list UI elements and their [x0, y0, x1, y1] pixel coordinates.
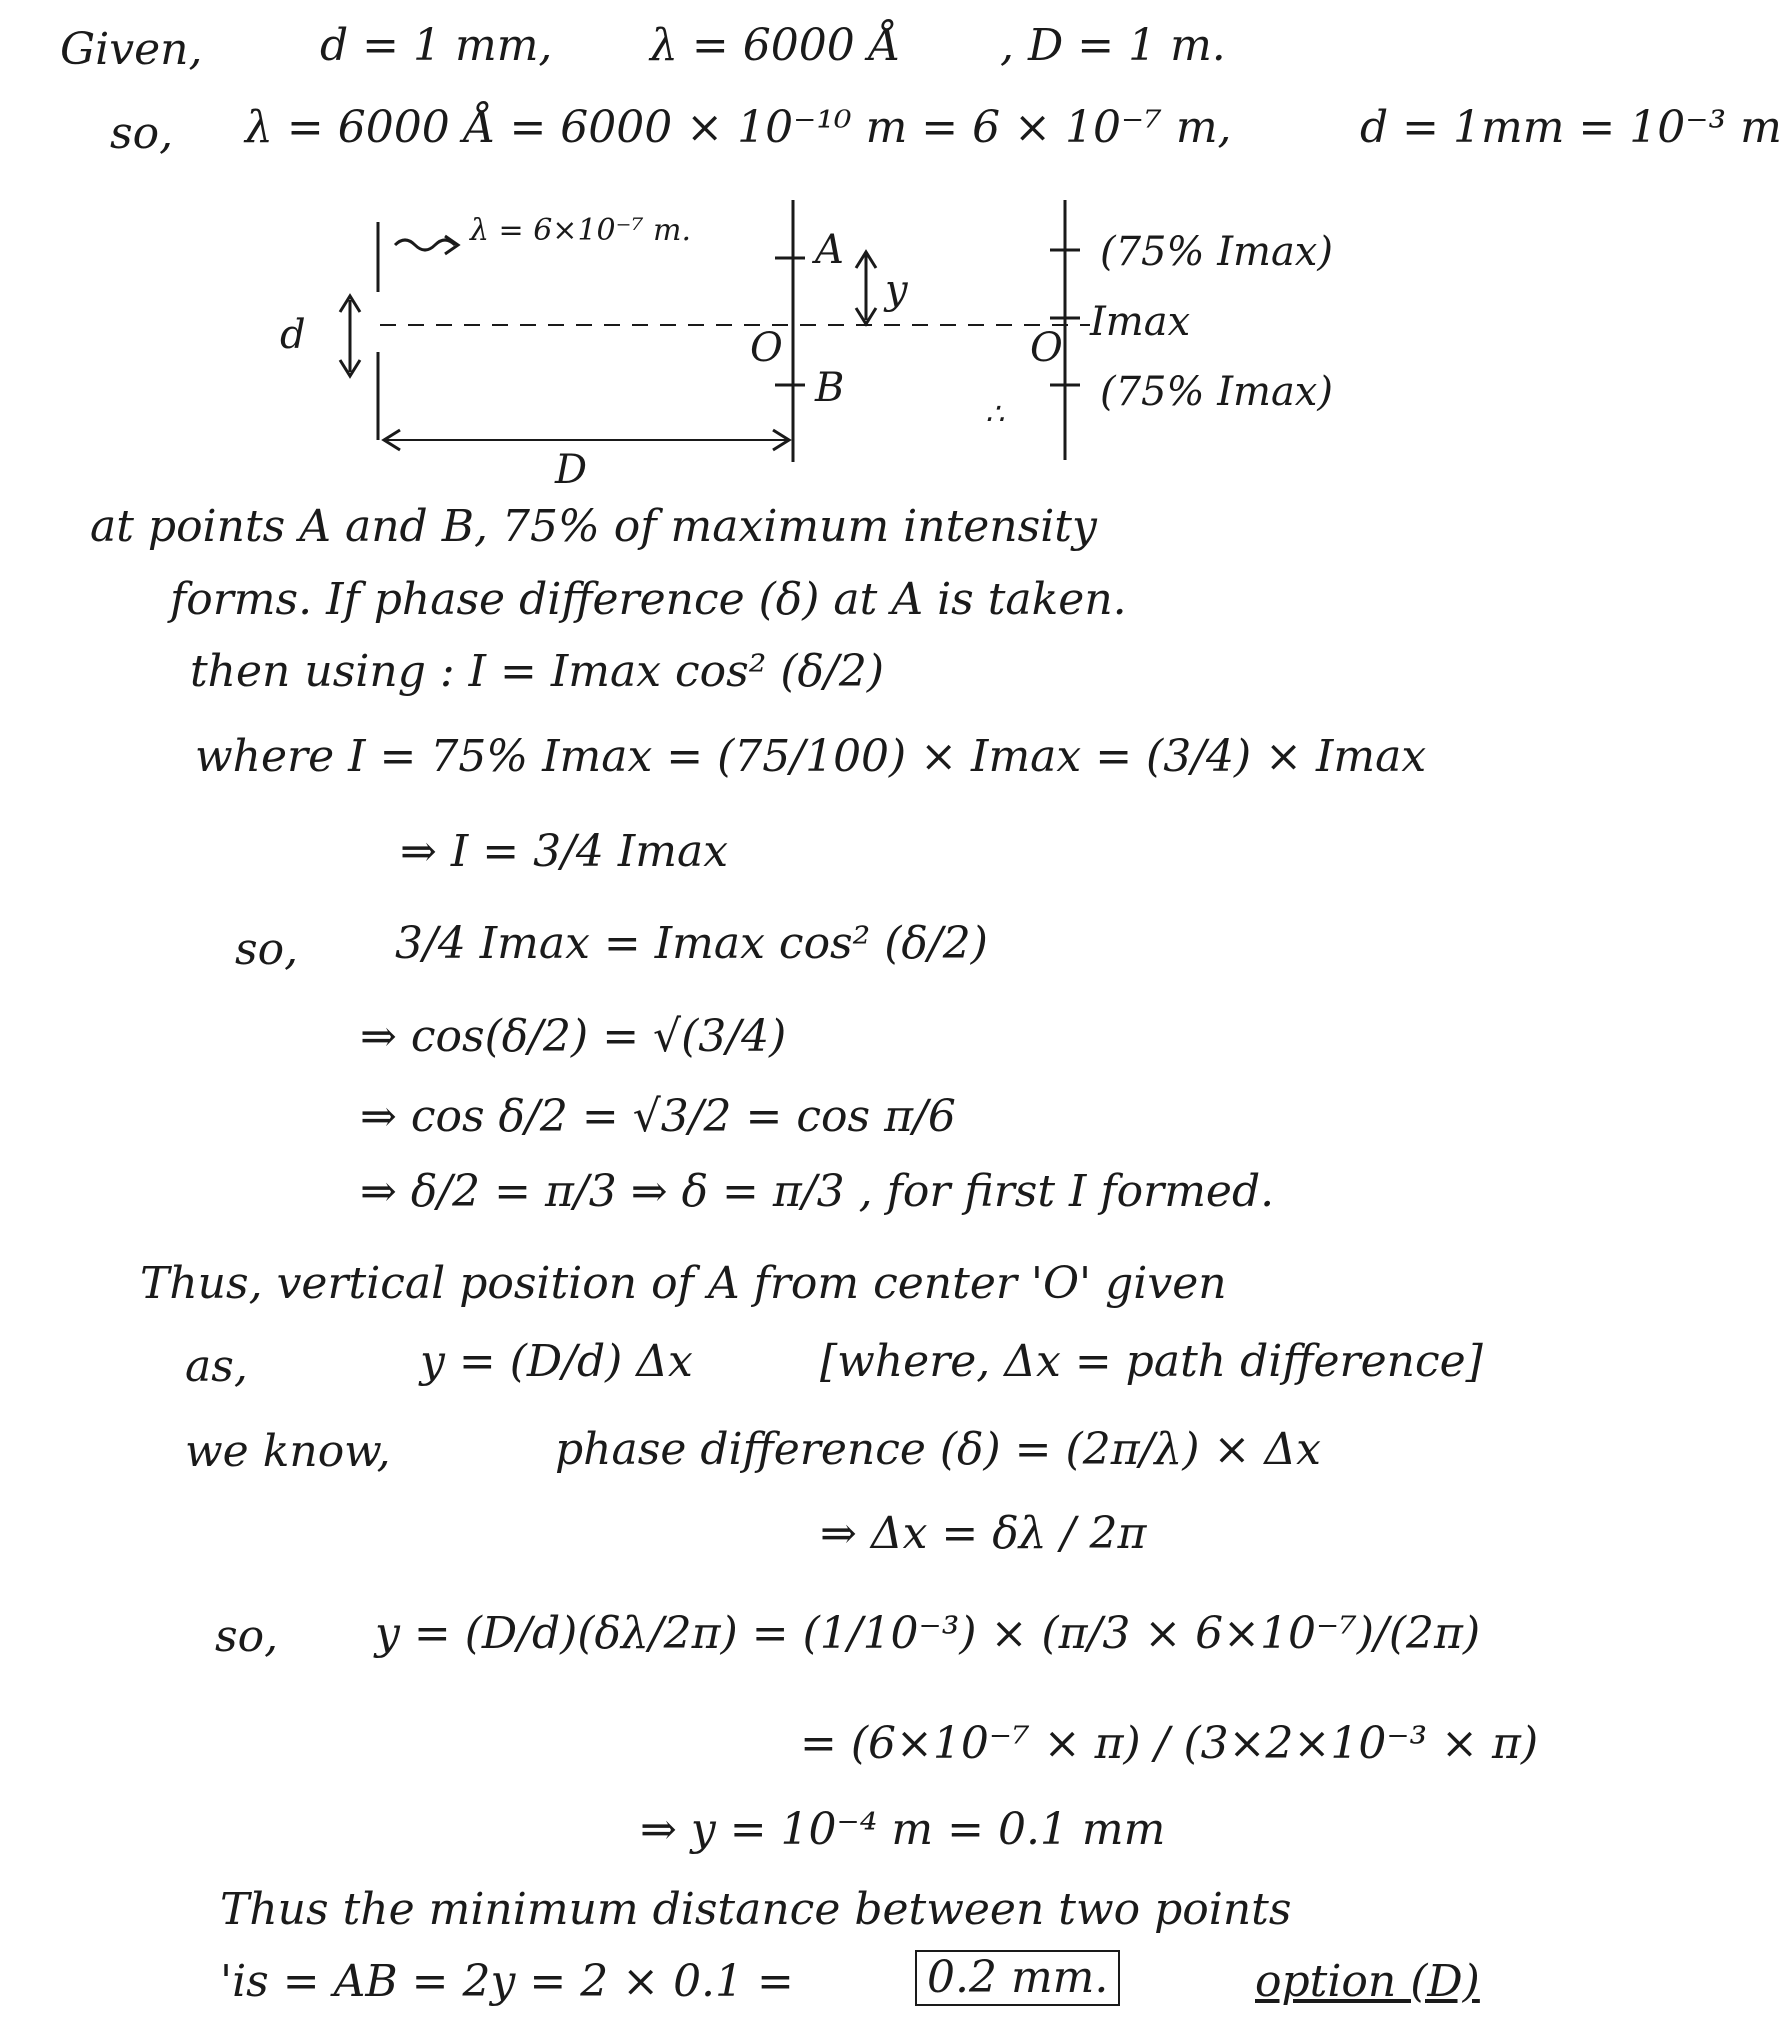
conclusion-line1: Thus the minimum distance between two points — [220, 1884, 1292, 1935]
bottom-intensity-label: (75% Imax) — [1100, 369, 1333, 415]
conversion-so: so, — [110, 108, 174, 159]
given-d: d = 1 mm, — [320, 20, 553, 71]
position-formula: y = (D/d) Δx — [420, 1336, 693, 1387]
given-lambda: λ = 6000 Å — [650, 20, 901, 71]
where-line: where I = 75% Imax = (75/100) × Imax = (3/4) × Imax — [195, 731, 1427, 782]
deriv-eq3: ⇒ cos δ/2 = √3/2 = cos π/6 — [360, 1091, 956, 1142]
position-phase: phase difference (δ) = (2π/λ) × Δx — [555, 1424, 1321, 1475]
position-note: [where, Δx = path difference] — [820, 1336, 1483, 1387]
conversion-lambda: λ = 6000 Å = 6000 × 10⁻¹⁰ m = 6 × 10⁻⁷ m, — [245, 102, 1232, 153]
calc-line3: ⇒ y = 10⁻⁴ m = 0.1 mm — [640, 1804, 1166, 1855]
deriv-eq1: 3/4 Imax = Imax cos² (δ/2) — [395, 918, 988, 969]
wave-label: λ = 6×10⁻⁷ m. — [470, 213, 692, 248]
para1-line3: then using : I = Imax cos² (δ/2) — [190, 646, 885, 697]
deriv-so: so, — [235, 924, 299, 975]
position-dx: ⇒ Δx = δλ / 2π — [820, 1508, 1147, 1559]
conversion-d: d = 1mm = 10⁻³ m — [1360, 102, 1782, 153]
d-label: d — [280, 312, 306, 358]
D-label: D — [555, 447, 588, 493]
position-we-know: we know, — [185, 1426, 391, 1477]
top-intensity-label: (75% Imax) — [1100, 229, 1333, 275]
O-label-right: O — [1030, 325, 1063, 371]
calc-line2: = (6×10⁻⁷ × π) / (3×2×10⁻³ × π) — [800, 1718, 1539, 1769]
center-intensity-label: Imax — [1090, 299, 1191, 345]
conclusion-prefix: 'is = AB = 2y = 2 × 0.1 = — [220, 1956, 794, 2007]
given-label: Given, — [60, 24, 203, 75]
O-label-left: O — [750, 325, 783, 371]
given-D: , D = 1 m. — [1000, 20, 1226, 71]
dots-label: ∴ — [985, 397, 1005, 432]
calc-so: so, — [215, 1611, 279, 1662]
y-label: y — [885, 267, 908, 313]
calc-line1: y = (D/d)(δλ/2π) = (1/10⁻³) × (π/3 × 6×10⁻⁷)/(2π) — [375, 1608, 1481, 1659]
wave-arrow-head — [445, 236, 458, 254]
deriv-eq2: ⇒ cos(δ/2) = √(3/4) — [360, 1011, 787, 1062]
para1-line1: at points A and B, 75% of maximum intensity — [90, 501, 1097, 552]
position-as: as, — [185, 1341, 248, 1392]
B-label: B — [815, 365, 845, 411]
para1-line2: forms. If phase difference (δ) at A is taken. — [170, 574, 1127, 625]
deriv-eq4: ⇒ δ/2 = π/3 ⇒ δ = π/3 , for first I formed. — [360, 1166, 1275, 1217]
where-result: ⇒ I = 3/4 Imax — [400, 826, 729, 877]
A-label: A — [815, 227, 844, 273]
answer-box: 0.2 mm. — [915, 1950, 1120, 2006]
option-label: option (D) — [1255, 1956, 1480, 2007]
wave-squiggle — [395, 240, 455, 250]
position-line1: Thus, vertical position of A from center 'O' given — [140, 1258, 1227, 1309]
